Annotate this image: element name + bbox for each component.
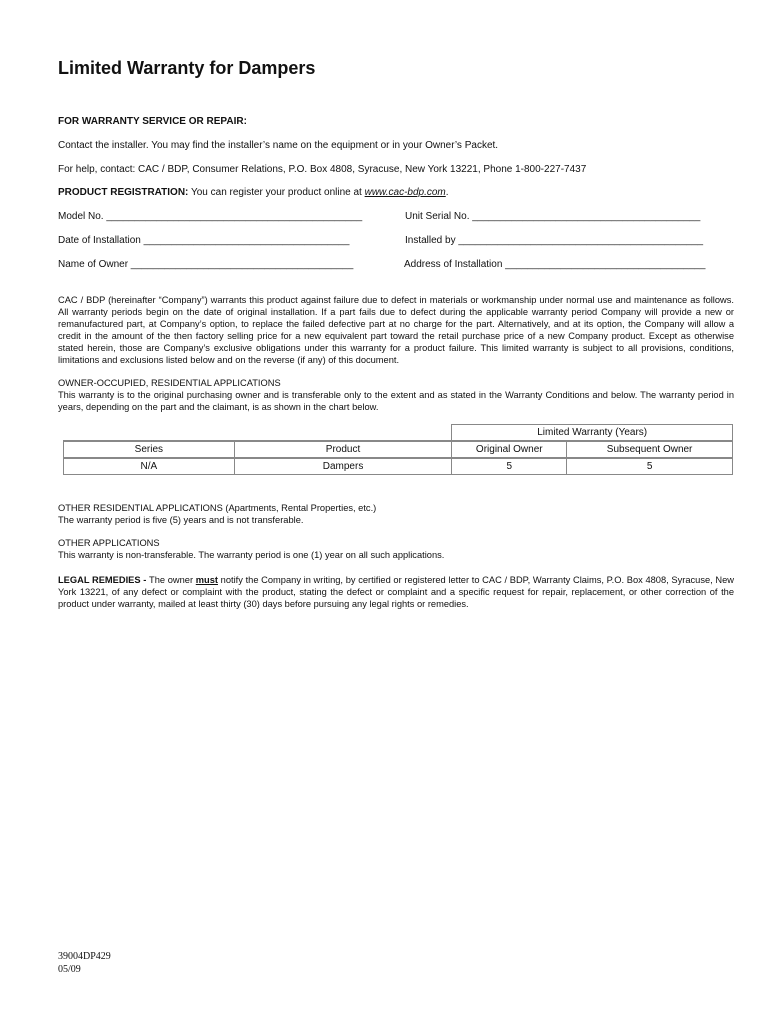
owner-occupied-heading: OWNER-OCCUPIED, RESIDENTIAL APPLICATIONS: [58, 378, 281, 388]
service-heading: FOR WARRANTY SERVICE OR REPAIR:: [58, 116, 247, 127]
registration-link[interactable]: www.cac-bdp.com: [364, 187, 446, 198]
product-registration: [58, 187, 449, 198]
table-group-header-row: [64, 425, 733, 442]
registration-end: .: [445, 187, 449, 198]
warranty-table: [63, 424, 733, 475]
install-address-field[interactable]: Address of Installation ____________________________________: [404, 259, 706, 270]
registration-text: You can register your product online at: [188, 187, 365, 198]
legal-remedies-label: LEGAL REMEDIES -: [58, 575, 150, 585]
table-header-series: Series: [64, 441, 235, 458]
document-code: 39004DP429: [58, 951, 111, 962]
model-no-field[interactable]: Model No. ______________________________________________: [58, 211, 363, 222]
owner-name-field[interactable]: Name of Owner ________________________________________: [58, 259, 354, 270]
document-date: 05/09: [58, 964, 81, 975]
page-title: Limited Warranty for Dampers: [58, 58, 316, 78]
other-residential-heading: OTHER RESIDENTIAL APPLICATIONS (Apartments, Rental Properties, etc.): [58, 503, 377, 513]
installed-by-field[interactable]: Installed by ____________________________________________: [405, 235, 704, 246]
table-header-row: [64, 441, 733, 458]
legal-text-before: The owner: [149, 575, 196, 585]
warranty-terms-text: CAC / BDP (hereinafter “Company”) warrants this product against failure due to defect in materials or workmanship under normal use and maintenance as follows. All warranty periods begin on the date of original installation. If a part fails due to defect during the applicable warranty period Company will provide a new or remanufactured part, at Company’s option, to replace the failed defective part at no charge for the part. Alternatively, and at its option, the Company will allow a credit in the amount of the then factory selling price for a new equivalent part toward the retail purchase price of a new Company product. Except as otherwise stated herein, those are Company’s exclusive obligations under this warranty for a product failure. This limited warranty is subject to all provisions, conditions, limitations and exclusions listed below and on the reverse (if any) of this document.: [58, 295, 734, 365]
warranty-terms-paragraph: [58, 294, 734, 366]
owner-occupied-section: [58, 377, 734, 413]
other-applications-section: [58, 537, 734, 561]
table-cell-series: N/A: [64, 458, 235, 475]
unit-serial-field[interactable]: Unit Serial No. _________________________________________: [405, 211, 701, 222]
legal-remedies-text: [58, 574, 734, 610]
legal-must: must: [195, 575, 218, 585]
help-contact-text: For help, contact: CAC / BDP, Consumer Relations, P.O. Box 4808, Syracuse, New York 13221, Phone 1-800-227-7437: [58, 164, 587, 175]
date-install-field[interactable]: Date of Installation _____________________________________: [58, 235, 350, 246]
legal-remedies-section: [58, 574, 734, 610]
table-row: [64, 458, 733, 475]
other-residential-section: [58, 502, 734, 526]
table-group-header: Limited Warranty (Years): [452, 425, 733, 442]
table-cell-product: Dampers: [234, 458, 452, 475]
table-header-subsequent-owner: Subsequent Owner: [567, 441, 733, 458]
other-applications-text: This warranty is non-transferable. The warranty period is one (1) year on all such applications.: [58, 550, 445, 560]
table-cell-original-owner: 5: [452, 458, 567, 475]
table-header-product: Product: [234, 441, 452, 458]
contact-installer-text: Contact the installer. You may find the installer’s name on the equipment or in your Owner’s Packet.: [58, 140, 499, 151]
table-cell-subsequent-owner: 5: [567, 458, 733, 475]
table-header-original-owner: Original Owner: [452, 441, 567, 458]
legal-text-after: notify the Company in writing, by certified or registered letter to CAC / BDP, Warranty Claims, P.O. Box 4808, Syracuse, New York 13221, of any defect or complaint with the product, stating the defect or complaint and a specific request for repair, replacement, or other correction of the product under warranty, mailed at least thirty (30) days before pursuing any legal rights or remedies.: [58, 575, 735, 609]
other-residential-text: The warranty period is five (5) years and is not transferable.: [58, 515, 304, 525]
other-applications-heading: OTHER APPLICATIONS: [58, 538, 160, 548]
registration-label: PRODUCT REGISTRATION:: [58, 187, 189, 198]
owner-occupied-text: This warranty is to the original purchasing owner and is transferable only to the extent and as stated in the Warranty Conditions and below. The warranty period in years, depending on the part and the claimant, is as shown in the chart below.: [58, 390, 734, 412]
table-blank-cell: [64, 425, 452, 442]
